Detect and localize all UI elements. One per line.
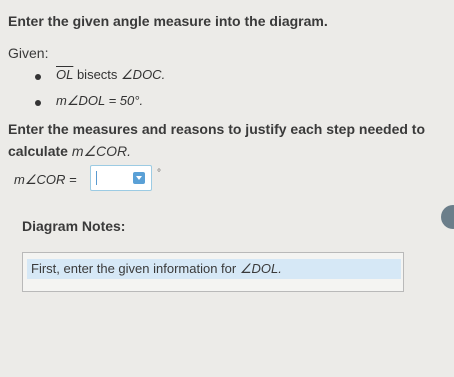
- given-item-measure: m∠DOL = 50°.: [56, 93, 144, 108]
- angle-answer-input[interactable]: [90, 165, 152, 191]
- note-row[interactable]: [27, 259, 401, 279]
- chevron-down-icon[interactable]: [133, 172, 145, 184]
- instructions-text: Enter the measures and reasons to justify each step needed to calculate: [8, 121, 426, 159]
- side-panel-toggle-icon[interactable]: [441, 205, 454, 229]
- instructions-math: m∠COR.: [71, 143, 132, 159]
- given-label: Given:: [8, 45, 49, 61]
- note-text: First, enter the given information for: [31, 261, 240, 276]
- instructions: [8, 118, 438, 162]
- segment-ol: OL: [56, 67, 74, 82]
- bullet-icon: [35, 100, 41, 106]
- equation-label: [14, 172, 77, 188]
- diagram-notes-label: Diagram Notes:: [22, 218, 126, 234]
- diagram-notes-box: [22, 252, 404, 292]
- bullet-icon: [35, 74, 41, 80]
- note-math: ∠DOL.: [239, 261, 282, 276]
- given-item-bisect: [56, 67, 165, 83]
- text-caret: [96, 171, 97, 185]
- degree-symbol: °: [157, 168, 161, 179]
- equation-text: m∠COR =: [14, 172, 77, 187]
- question-title: Enter the given angle measure into the diagram.: [8, 13, 328, 29]
- bisects-text: bisects: [73, 67, 122, 82]
- angle-doc: ∠DOC.: [121, 67, 166, 82]
